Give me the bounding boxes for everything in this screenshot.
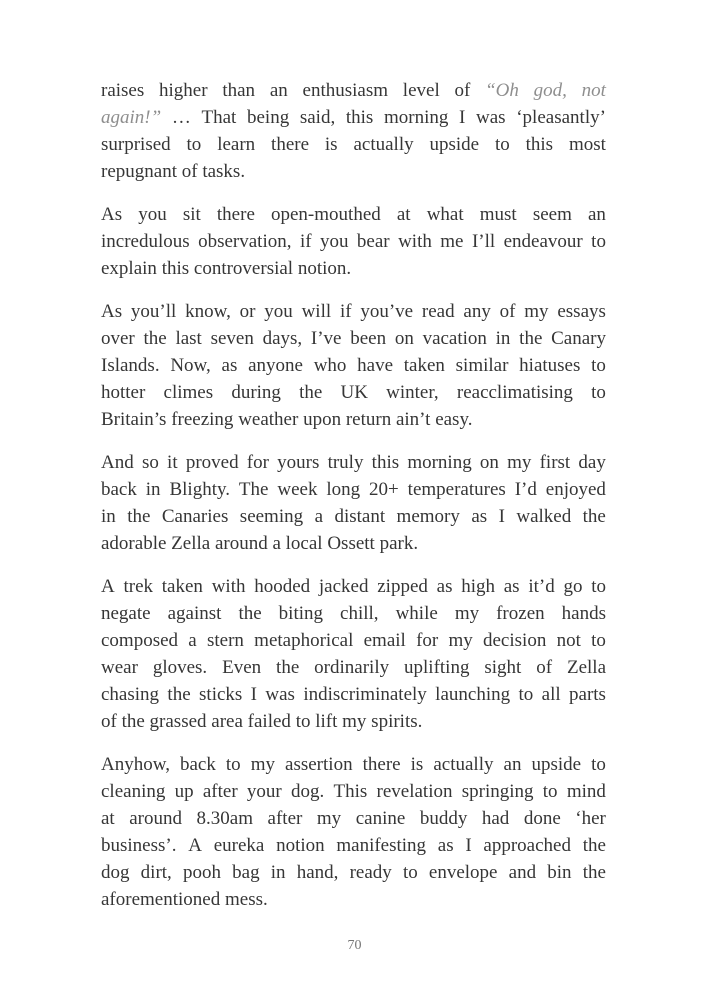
page-number: 70	[347, 938, 362, 953]
word: reacclimatising	[456, 382, 573, 403]
word: return	[345, 409, 392, 430]
word: anyone	[248, 355, 303, 376]
text-line	[101, 449, 606, 476]
word: Islands.	[101, 355, 160, 376]
word: frozen	[496, 603, 545, 624]
word: manifesting	[336, 835, 427, 856]
word: canine	[355, 808, 406, 829]
word: seem	[532, 204, 572, 225]
word: A	[101, 576, 115, 597]
word: adorable	[101, 533, 167, 554]
word: UK	[340, 382, 368, 403]
quoted-word: not	[581, 80, 606, 101]
word: morning	[383, 107, 449, 128]
word: the	[582, 862, 606, 883]
word: you	[264, 301, 293, 322]
word: in	[270, 862, 286, 883]
word: my	[448, 630, 473, 651]
text-line	[101, 627, 606, 654]
word: the	[582, 506, 606, 527]
text-line	[101, 778, 606, 805]
word: most	[568, 134, 606, 155]
text-line	[101, 104, 606, 131]
word: over	[101, 328, 135, 349]
word: spirits.	[371, 711, 423, 732]
word: park.	[379, 533, 419, 554]
word: hotter	[101, 382, 146, 403]
word: failed	[247, 711, 291, 732]
word: it’d	[528, 576, 555, 597]
paragraph	[101, 573, 606, 735]
word: bear	[356, 231, 390, 252]
word: winter,	[386, 382, 439, 403]
word: after	[202, 781, 238, 802]
word: a	[188, 630, 197, 651]
word: the	[299, 382, 323, 403]
word: yours	[277, 452, 320, 473]
word: of	[499, 301, 516, 322]
word: email	[363, 630, 406, 651]
word: notion.	[297, 258, 352, 279]
word: the	[276, 657, 300, 678]
text-line	[101, 681, 606, 708]
word: on	[394, 328, 414, 349]
word: I	[459, 107, 466, 128]
word: against	[167, 603, 222, 624]
word: had	[481, 808, 510, 829]
word: upside	[531, 754, 582, 775]
word: repugnant	[101, 161, 177, 182]
word: is	[324, 134, 338, 155]
word: on	[479, 452, 499, 473]
word: eureka	[213, 835, 265, 856]
word: negate	[101, 603, 151, 624]
word: explain	[101, 258, 157, 279]
word: this	[371, 452, 400, 473]
word: enjoyed	[545, 479, 606, 500]
word: dog	[101, 862, 130, 883]
word: after	[267, 808, 303, 829]
word: vacation	[422, 328, 487, 349]
text-line	[101, 751, 606, 778]
word: biting	[278, 603, 324, 624]
text-line	[101, 201, 606, 228]
word: decision	[483, 630, 547, 651]
word: distant	[334, 506, 386, 527]
word: actually	[433, 754, 494, 775]
word: there	[362, 754, 401, 775]
text-line	[101, 530, 606, 557]
word: mess.	[224, 889, 268, 910]
word: upon	[303, 409, 342, 430]
word: grassed	[149, 711, 207, 732]
word: I’ve	[310, 328, 342, 349]
word: uplifting	[404, 657, 470, 678]
word: of	[536, 657, 553, 678]
word: Blighty.	[169, 479, 230, 500]
word: the	[582, 835, 606, 856]
text-line	[101, 228, 606, 255]
word: or	[239, 301, 256, 322]
word: to	[591, 754, 606, 775]
word: any	[463, 301, 491, 322]
word: metaphorical	[254, 630, 354, 651]
text-line	[101, 654, 606, 681]
word: buddy	[419, 808, 468, 829]
word: seven	[210, 328, 254, 349]
word: 8.30am	[196, 808, 254, 829]
word: around	[214, 533, 268, 554]
word: if	[299, 231, 312, 252]
word: to	[518, 684, 534, 705]
word: is	[410, 754, 424, 775]
word: first	[539, 452, 571, 473]
word: taken	[161, 576, 203, 597]
word: weather	[238, 409, 299, 430]
text-line	[101, 573, 606, 600]
word: cleaning	[101, 781, 166, 802]
word: zipped	[377, 576, 428, 597]
text-line	[101, 379, 606, 406]
word: the	[121, 711, 145, 732]
word: of	[101, 711, 117, 732]
word: chasing	[101, 684, 160, 705]
word: this	[525, 134, 554, 155]
word: days,	[262, 328, 303, 349]
word: observation,	[198, 231, 292, 252]
word: to	[225, 754, 241, 775]
word: read	[421, 301, 455, 322]
word: surprised	[101, 134, 171, 155]
word: actually	[353, 134, 414, 155]
text-line	[101, 859, 606, 886]
word: so	[141, 452, 159, 473]
word: Ossett	[327, 533, 375, 554]
word: been	[350, 328, 387, 349]
word: what	[426, 204, 464, 225]
word: enthusiasm	[302, 80, 389, 101]
quoted-word: “Oh	[485, 80, 519, 101]
paragraph	[101, 751, 606, 913]
text-line	[101, 503, 606, 530]
word: hand,	[296, 862, 339, 883]
text-line	[101, 325, 606, 352]
word: there	[271, 134, 310, 155]
word: up	[174, 781, 194, 802]
word: hiatuses	[519, 355, 581, 376]
word: my	[454, 603, 480, 624]
word: said,	[299, 107, 336, 128]
word: being	[246, 107, 290, 128]
word: my	[342, 711, 367, 732]
word: memory	[396, 506, 460, 527]
word: to	[186, 134, 202, 155]
word: Britain’s	[101, 409, 167, 430]
text-line	[101, 131, 606, 158]
word: to	[591, 382, 606, 403]
word: there	[216, 204, 255, 225]
word: trek	[123, 576, 154, 597]
word: hands	[561, 603, 606, 624]
word: Zella	[171, 533, 211, 554]
paragraph	[101, 449, 606, 557]
word: day	[578, 452, 606, 473]
word: stern	[206, 630, 244, 651]
text-line	[101, 476, 606, 503]
word: This	[333, 781, 368, 802]
quoted-word: again!”	[101, 107, 162, 128]
word: an	[503, 754, 522, 775]
word: …	[171, 107, 191, 128]
word: you’ve	[360, 301, 414, 322]
word: open-mouthed	[271, 204, 381, 225]
word: seeming	[239, 506, 304, 527]
word: dirt,	[140, 862, 172, 883]
word: taken	[403, 355, 445, 376]
word: I’ll	[471, 231, 496, 252]
word: to	[591, 231, 606, 252]
word: aforementioned	[101, 889, 221, 910]
word: area	[211, 711, 243, 732]
word: to	[402, 862, 418, 883]
word: the	[143, 328, 167, 349]
paragraph	[101, 201, 606, 282]
word: learn	[217, 134, 256, 155]
paragraph	[101, 298, 606, 433]
word: know,	[185, 301, 231, 322]
word: must	[479, 204, 517, 225]
word: climes	[163, 382, 214, 403]
word: temperatures	[407, 479, 506, 500]
word: composed	[101, 630, 179, 651]
word: who	[313, 355, 347, 376]
word: Canaries	[161, 506, 229, 527]
word: sight	[484, 657, 522, 678]
word: easy.	[435, 409, 473, 430]
word: essays	[557, 301, 606, 322]
word: Zella	[566, 657, 606, 678]
word: level	[402, 80, 440, 101]
paragraph	[101, 77, 606, 185]
word: sticks	[199, 684, 243, 705]
word: sit	[182, 204, 201, 225]
word: That	[201, 107, 237, 128]
word: As	[101, 301, 123, 322]
word: will	[301, 301, 332, 322]
text-column	[101, 77, 606, 913]
word: morning	[407, 452, 472, 473]
word: my	[524, 301, 549, 322]
text-line	[101, 77, 606, 104]
word: lift	[315, 711, 338, 732]
word: tasks.	[202, 161, 246, 182]
word: ‘pleasantly’	[516, 107, 606, 128]
word: to	[591, 576, 606, 597]
word: week	[277, 479, 318, 500]
word: at	[396, 204, 411, 225]
word: was	[265, 684, 295, 705]
word: an	[587, 204, 606, 225]
word: And	[101, 452, 134, 473]
word: I	[250, 684, 257, 705]
word: 20+	[369, 479, 399, 500]
word: approached	[483, 835, 571, 856]
word: for	[246, 452, 269, 473]
word: to	[591, 630, 606, 651]
word: proved	[185, 452, 239, 473]
word: last	[175, 328, 202, 349]
word: ready	[349, 862, 392, 883]
text-line	[101, 158, 606, 185]
text-line	[101, 708, 606, 735]
text-line	[101, 805, 606, 832]
word: parts	[569, 684, 606, 705]
word: you’ll	[130, 301, 177, 322]
text-line	[101, 255, 606, 282]
word: indiscriminately	[303, 684, 427, 705]
word: as	[471, 506, 488, 527]
word: and	[508, 862, 537, 883]
text-line	[101, 352, 606, 379]
word: it	[167, 452, 178, 473]
word: to	[591, 355, 606, 376]
word: the	[238, 603, 262, 624]
page-footer	[0, 937, 709, 955]
word: me	[440, 231, 464, 252]
word: mind	[566, 781, 606, 802]
word: assertion	[285, 754, 353, 775]
text-line	[101, 406, 606, 433]
text-line	[101, 600, 606, 627]
word: springing	[461, 781, 534, 802]
word: in	[101, 506, 116, 527]
word: long	[326, 479, 361, 500]
word: envelope	[428, 862, 498, 883]
word: I	[498, 506, 505, 527]
word: As	[101, 204, 123, 225]
word: local	[285, 533, 323, 554]
word: while	[395, 603, 438, 624]
word: high	[461, 576, 495, 597]
word: gloves.	[152, 657, 208, 678]
word: I	[465, 835, 472, 856]
word: wear	[101, 657, 138, 678]
word: ‘her	[575, 808, 606, 829]
word: an	[269, 80, 288, 101]
word: revelation	[376, 781, 453, 802]
word: in	[495, 328, 511, 349]
word: of	[181, 161, 198, 182]
word: my	[316, 808, 342, 829]
word: dog.	[291, 781, 325, 802]
word: not	[556, 630, 581, 651]
word: ordinarily	[314, 657, 390, 678]
word: this	[345, 107, 374, 128]
word: I’d	[514, 479, 537, 500]
text-line	[101, 886, 606, 913]
word: to	[295, 711, 311, 732]
word: with	[211, 576, 246, 597]
word: A	[188, 835, 202, 856]
word: as	[221, 355, 238, 376]
word: with	[398, 231, 432, 252]
word: for	[416, 630, 439, 651]
word: the	[519, 328, 543, 349]
word: business’.	[101, 835, 177, 856]
word: raises	[101, 80, 145, 101]
word: Now,	[170, 355, 211, 376]
word: a	[272, 533, 281, 554]
word: Anyhow,	[101, 754, 170, 775]
word: all	[541, 684, 561, 705]
word: as	[503, 576, 520, 597]
word: similar	[455, 355, 509, 376]
word: if	[339, 301, 352, 322]
word: at	[101, 808, 115, 829]
word: pooh	[182, 862, 221, 883]
word: freezing	[171, 409, 234, 430]
word: walked	[516, 506, 572, 527]
word: ain’t	[395, 409, 431, 430]
word: launching	[435, 684, 511, 705]
word: controversial	[193, 258, 294, 279]
word: incredulous	[101, 231, 190, 252]
word: as	[436, 576, 453, 597]
word: the	[167, 684, 191, 705]
word: to	[494, 134, 510, 155]
word: my	[250, 754, 275, 775]
word: jacked	[318, 576, 369, 597]
text-line	[101, 298, 606, 325]
word: in	[145, 479, 161, 500]
word: bag	[232, 862, 260, 883]
word: go	[563, 576, 583, 597]
word: the	[127, 506, 151, 527]
word: hooded	[254, 576, 311, 597]
word: my	[507, 452, 532, 473]
word: chill,	[340, 603, 379, 624]
quoted-word: god,	[533, 80, 567, 101]
word: than	[222, 80, 256, 101]
word: around	[129, 808, 183, 829]
word: this	[161, 258, 190, 279]
word: Canary	[551, 328, 606, 349]
word: your	[246, 781, 282, 802]
word: you	[319, 231, 349, 252]
word: upside	[429, 134, 480, 155]
word: truly	[327, 452, 364, 473]
word: notion	[276, 835, 325, 856]
word: Even	[222, 657, 262, 678]
word: The	[238, 479, 269, 500]
word: a	[314, 506, 323, 527]
word: higher	[159, 80, 208, 101]
word: as	[437, 835, 454, 856]
word: done	[523, 808, 561, 829]
word: to	[542, 781, 558, 802]
word: back	[180, 754, 216, 775]
word: have	[357, 355, 394, 376]
word: of	[454, 80, 471, 101]
word: endeavour	[503, 231, 583, 252]
text-line	[101, 832, 606, 859]
word: was	[476, 107, 506, 128]
word: during	[231, 382, 281, 403]
word: back	[101, 479, 137, 500]
word: you	[138, 204, 167, 225]
word: bin	[547, 862, 572, 883]
